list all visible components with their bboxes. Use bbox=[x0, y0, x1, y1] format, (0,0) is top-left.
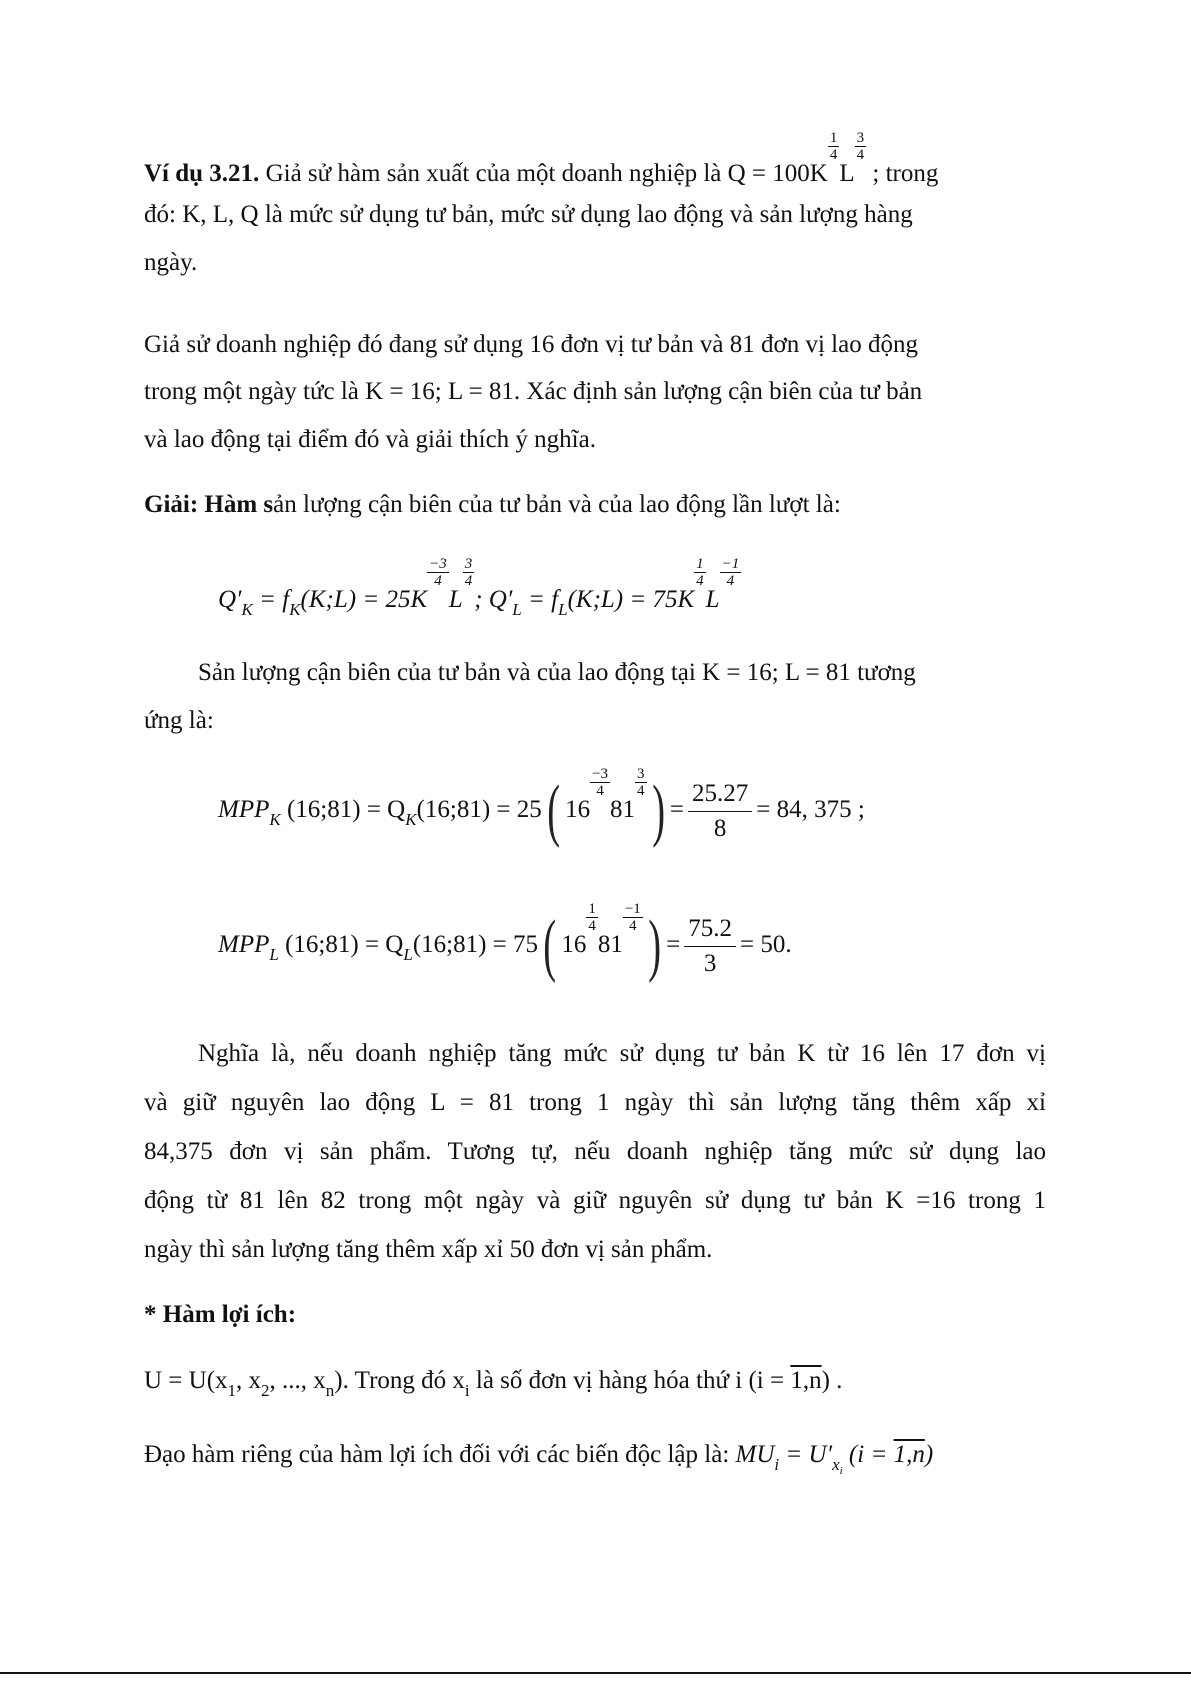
assume-line-2: trong một ngày tức là K = 16; L = 81. Xác định sản lượng cận biên của tư bản bbox=[144, 378, 923, 405]
mppl-exp1 bbox=[586, 901, 598, 934]
mppl-exp2-den: 4 bbox=[629, 918, 637, 934]
utility-deriv-text: Đạo hàm riêng của hàm lợi ích đối với các biến độc lập là: bbox=[144, 1441, 730, 1468]
mppl-sub2: L bbox=[403, 945, 413, 964]
mppk-left-paren: ( bbox=[547, 772, 560, 850]
solution-line bbox=[144, 490, 841, 520]
utility-sub-i: i bbox=[464, 1381, 470, 1400]
meaning-line-4: động từ 81 lên 82 trong một ngày và giữ nguyên sử dụng tư bản K =16 trong 1 bbox=[144, 1187, 1046, 1214]
mppk-frac-den: 8 bbox=[713, 814, 727, 842]
example-intro-text: Giả sử hàm sản xuất của một doanh nghiệp là bbox=[265, 160, 722, 187]
eq1-exp-l2-den: 4 bbox=[726, 573, 735, 589]
utility-def-pre: U = U(x bbox=[144, 1367, 228, 1394]
meaning-line-3: 84,375 đơn vị sản phẩm. Tương tự, nếu doanh nghiệp tăng mức sử dụng lao bbox=[144, 1138, 1046, 1165]
mppl-exp1-den: 4 bbox=[588, 918, 596, 934]
mppk-exp2 bbox=[635, 766, 647, 799]
eq1-l2: L bbox=[705, 586, 720, 613]
utility-range: 1,n bbox=[790, 1367, 822, 1394]
exponent-k-den: 4 bbox=[829, 147, 838, 163]
mu-tail: (i = bbox=[842, 1441, 894, 1468]
solution-label: Giải: Hàm s bbox=[144, 491, 274, 518]
mppl-frac-den: 3 bbox=[703, 949, 717, 977]
mu-sub2b: i bbox=[839, 1465, 843, 1477]
production-function bbox=[727, 130, 873, 187]
mppl-fraction bbox=[684, 912, 736, 981]
mppl-args: (16;81) = Q bbox=[285, 931, 404, 958]
eq1-sub-l: L bbox=[512, 600, 522, 619]
mppk-exp1 bbox=[590, 766, 610, 799]
eq1-ql: ; Q′ bbox=[474, 586, 513, 613]
assume-line-1: Giả sử doanh nghiệp đó đang sử dụng 16 đơn vị tư bản và 81 đơn vị lao động bbox=[144, 331, 918, 358]
mppl-result: = 50. bbox=[739, 931, 792, 958]
mppl-exp2 bbox=[623, 901, 643, 934]
mppk-sub2: K bbox=[405, 810, 417, 829]
utility-def-end: ) . bbox=[821, 1367, 843, 1394]
mu-symbol: MU bbox=[735, 1441, 775, 1468]
mu-eq: = U′ bbox=[779, 1441, 833, 1468]
mpp-intro-line-1: Sản lượng cận biên của tư bản và của lao động tại K = 16; L = 81 tương bbox=[198, 659, 916, 686]
mppl-frac-num: 75.2 bbox=[684, 912, 736, 947]
mppl-eq: = bbox=[666, 931, 681, 958]
eq1-exp-l2 bbox=[720, 556, 742, 589]
mppk-lhs: MPP bbox=[218, 796, 270, 823]
mppk-fraction bbox=[688, 777, 752, 846]
mppk-exp1-num: −3 bbox=[592, 766, 609, 782]
production-function-base: Q = 100K bbox=[727, 160, 828, 187]
mppl-sub: L bbox=[269, 945, 279, 964]
example-line-3: ngày. bbox=[144, 249, 198, 276]
utility-sub-2: 2 bbox=[261, 1381, 270, 1400]
marginal-utility-formula bbox=[735, 1441, 934, 1477]
eq1-fk: = f bbox=[259, 586, 290, 613]
meaning-line-2: và giữ nguyên lao động L = 81 trong 1 ngày thì sản lượng tăng thêm xấp xỉ bbox=[144, 1089, 1046, 1116]
mppl-base1: 16 bbox=[561, 931, 587, 958]
solution-text: ản lượng cận biên của tư bản và của lao động lần lượt là: bbox=[273, 491, 841, 518]
utility-def-mid: ). Trong đó x bbox=[334, 1367, 465, 1394]
mpp-intro-line-2: ứng là: bbox=[144, 707, 214, 734]
meaning-line-5: ngày thì sản lượng tăng thêm xấp xỉ 50 đơn vị sản phẩm. bbox=[144, 1236, 713, 1263]
mppk-equation bbox=[218, 766, 865, 852]
mppl-equation bbox=[218, 901, 792, 987]
eq1-fk-sub: K bbox=[289, 600, 301, 619]
production-function-l: L bbox=[839, 160, 855, 187]
mppk-exp2-num: 3 bbox=[637, 766, 645, 782]
example-line-2: đó: K, L, Q là mức sử dụng tư bản, mức sử dụng lao động và sản lượng hàng bbox=[144, 201, 913, 228]
example-label: Ví dụ 3.21. bbox=[144, 160, 260, 187]
mppk-right-paren: ) bbox=[651, 772, 665, 850]
mppl-left-paren: ( bbox=[543, 907, 557, 985]
mppl-exp1-num: 1 bbox=[588, 901, 596, 917]
utility-derivative bbox=[144, 1440, 934, 1477]
marginal-product-equation bbox=[218, 556, 741, 619]
mppk-result: = 84, 375 ; bbox=[756, 796, 865, 823]
mppl-right-paren: ) bbox=[648, 907, 661, 985]
utility-sub-n: n bbox=[325, 1381, 335, 1400]
mppk-exp2-den: 4 bbox=[637, 783, 645, 799]
mppk-args2: (16;81) = 25 bbox=[416, 796, 542, 823]
eq1-exp-k2 bbox=[694, 556, 706, 589]
utility-heading: * Hàm lợi ích: bbox=[144, 1301, 297, 1328]
mppl-base2: 81 bbox=[597, 931, 623, 958]
eq1-sub-k: K bbox=[241, 600, 253, 619]
page-bottom-rule bbox=[0, 1672, 1191, 1674]
mu-sub2: x bbox=[832, 1455, 840, 1474]
utility-sub-1: 1 bbox=[227, 1381, 237, 1400]
eq1-exp-l1 bbox=[463, 556, 475, 589]
eq1-exp-l1-num: 3 bbox=[464, 556, 473, 572]
eq1-qk: Q′ bbox=[218, 586, 242, 613]
meaning-line-1: Nghĩa là, nếu doanh nghiệp tăng mức sử dụng tư bản K từ 16 lên 17 đơn vị bbox=[198, 1040, 1046, 1067]
mppk-frac-num: 25.27 bbox=[688, 777, 752, 812]
mu-sub: i bbox=[774, 1455, 780, 1474]
mppk-eq: = bbox=[669, 796, 684, 823]
assume-line-3: và lao động tại điểm đó và giải thích ý nghĩa. bbox=[144, 426, 596, 453]
eq1-l1: L bbox=[448, 586, 463, 613]
mppk-sub: K bbox=[269, 810, 281, 829]
mu-range: 1,n bbox=[893, 1441, 925, 1468]
mppl-args2: (16;81) = 75 bbox=[412, 931, 539, 958]
mu-end: ) bbox=[924, 1441, 934, 1468]
eq1-exp-k1 bbox=[427, 556, 449, 589]
eq1-exp-l2-num: −1 bbox=[721, 556, 740, 572]
mppl-lhs: MPP bbox=[218, 931, 270, 958]
eq1-exp-k1-num: −3 bbox=[429, 556, 447, 572]
eq1-exp-k1-den: 4 bbox=[434, 573, 442, 589]
eq1-fl-sub: L bbox=[558, 600, 568, 619]
example-line-1 bbox=[144, 130, 939, 189]
eq1-exp-l1-den: 4 bbox=[464, 573, 473, 589]
utility-c2: , ..., x bbox=[269, 1367, 326, 1394]
exponent-l bbox=[855, 130, 867, 163]
exponent-k bbox=[828, 130, 840, 163]
eq1-mid1: (K;L) = 25K bbox=[300, 586, 428, 613]
utility-def-tail: là số đơn vị hàng hóa thứ i (i = bbox=[469, 1367, 791, 1394]
eq1-exp-k2-num: 1 bbox=[696, 556, 704, 572]
exponent-k-num: 1 bbox=[829, 130, 838, 146]
example-line1-tail: ; trong bbox=[872, 160, 939, 187]
mppk-args: (16;81) = Q bbox=[286, 796, 406, 823]
mppk-base2: 81 bbox=[610, 796, 636, 823]
exponent-l-den: 4 bbox=[856, 147, 865, 163]
mppk-exp1-den: 4 bbox=[596, 783, 604, 799]
eq1-fl: = f bbox=[528, 586, 559, 613]
eq1-mid2: (K;L) = 75K bbox=[567, 586, 695, 613]
eq1-exp-k2-den: 4 bbox=[696, 573, 704, 589]
mppk-base1: 16 bbox=[565, 796, 591, 823]
exponent-l-num: 3 bbox=[856, 130, 865, 146]
utility-c1: , x bbox=[236, 1367, 262, 1394]
utility-definition bbox=[144, 1366, 842, 1398]
mppl-exp2-num: −1 bbox=[624, 901, 641, 917]
